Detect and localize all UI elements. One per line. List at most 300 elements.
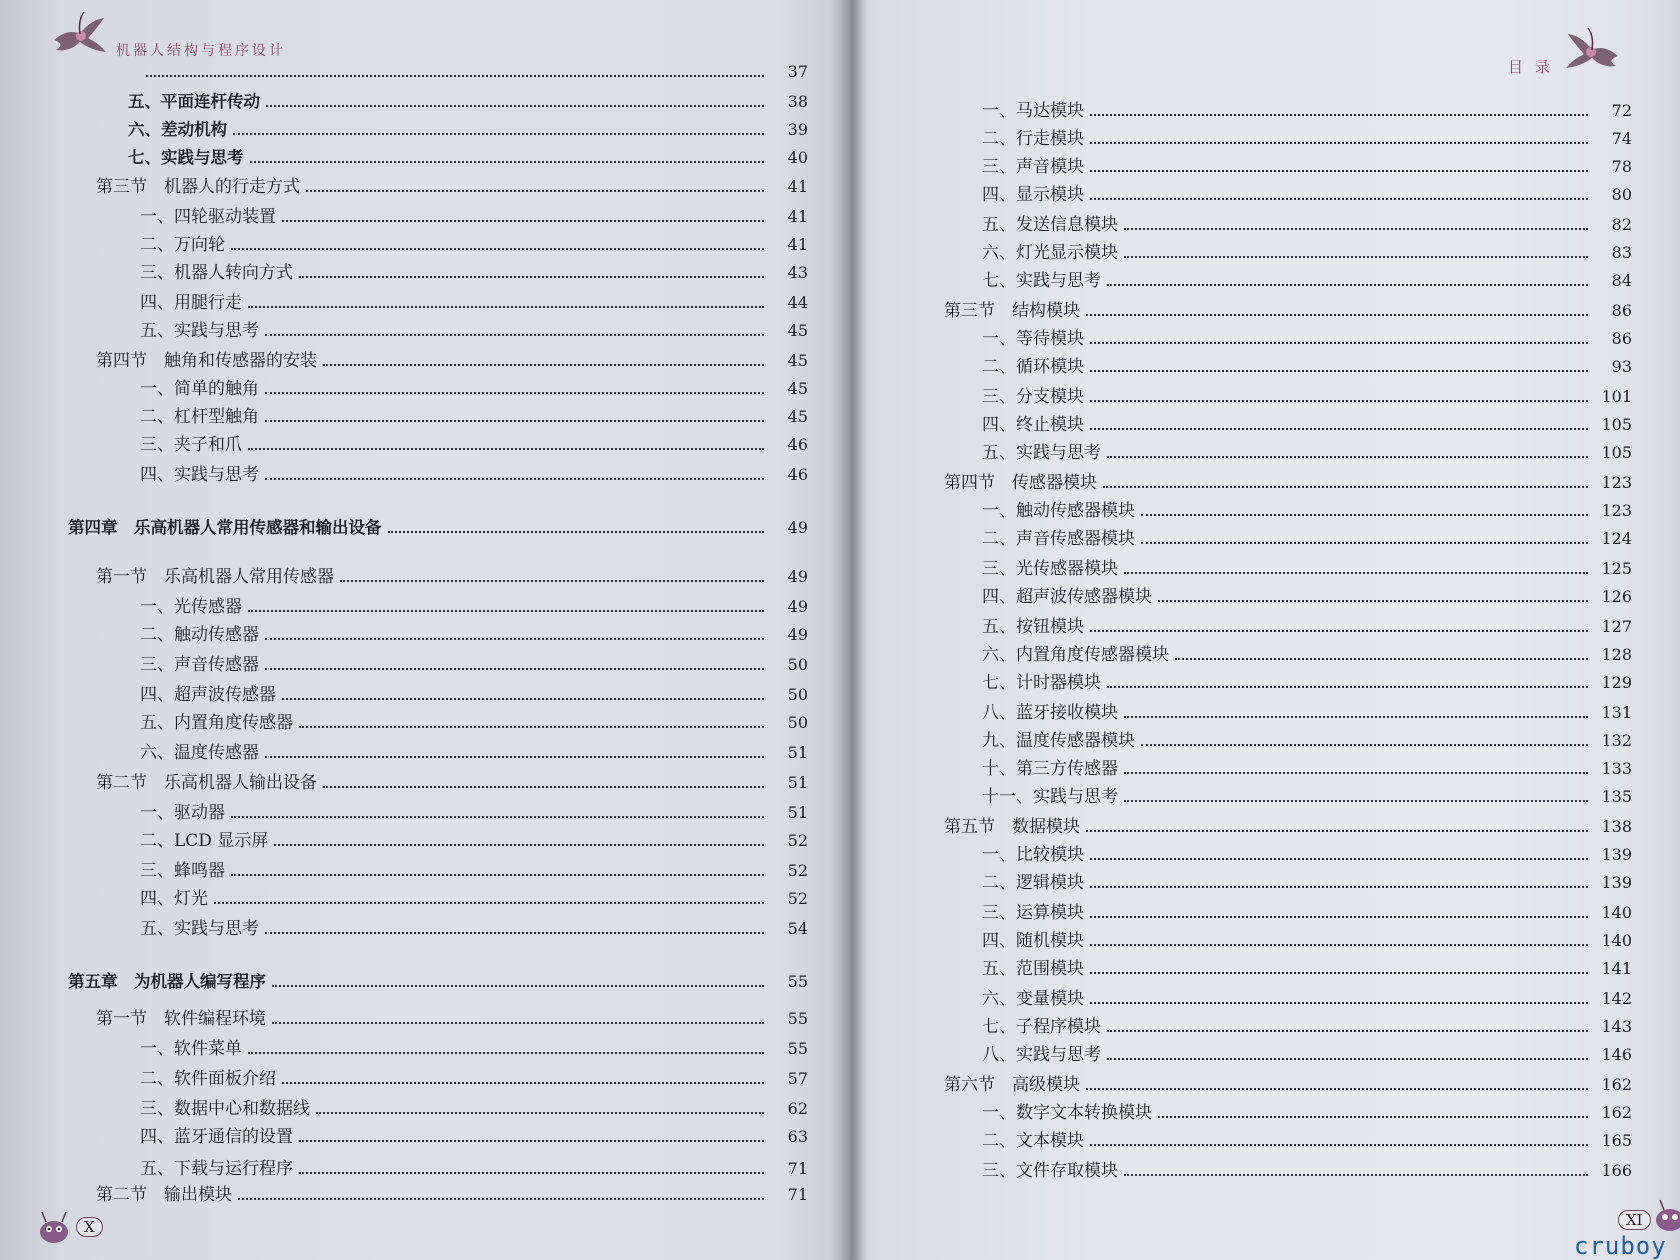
toc-entry xyxy=(982,582,1632,610)
dot-leader xyxy=(265,334,764,336)
dot-leader xyxy=(248,1052,764,1054)
dot-leader xyxy=(265,478,764,480)
toc-page-number: 133 xyxy=(1601,759,1632,778)
dot-leader xyxy=(233,133,764,135)
dot-leader xyxy=(1090,114,1588,116)
toc-page-number: 124 xyxy=(1601,529,1632,548)
toc-page-number: 146 xyxy=(1601,1045,1632,1064)
toc-entry-title: 三、光传感器模块 xyxy=(982,559,1118,579)
toc-page-number: 49 xyxy=(787,567,808,586)
dot-leader xyxy=(272,985,764,987)
dot-leader xyxy=(1175,658,1588,660)
toc-entry-title: 五、内置角度传感器 xyxy=(140,713,293,733)
toc-page-number: 80 xyxy=(1611,185,1632,204)
dot-leader xyxy=(1086,1088,1588,1090)
dot-leader xyxy=(388,531,765,533)
dot-leader xyxy=(1090,944,1588,946)
toc-entry-title: 四、超声波传感器 xyxy=(140,685,276,705)
toc-page-number: 44 xyxy=(787,293,808,312)
toc-entry xyxy=(140,230,808,258)
toc-page-number: 84 xyxy=(1611,271,1632,290)
toc-page-number: 135 xyxy=(1601,787,1632,806)
dot-leader xyxy=(1141,514,1588,516)
toc-entry-title: 五、实践与思考 xyxy=(140,919,259,939)
toc-entry xyxy=(140,620,808,648)
toc-entry-title: 三、文件存取模块 xyxy=(982,1161,1118,1181)
toc-entry-title: 三、蜂鸣器 xyxy=(140,861,225,881)
toc-entry xyxy=(982,984,1632,1012)
toc-entry xyxy=(140,258,808,286)
toc-entry xyxy=(982,438,1632,466)
toc-page-number: 123 xyxy=(1601,473,1632,492)
toc-page-number: 140 xyxy=(1601,931,1632,950)
dot-leader xyxy=(316,1112,764,1114)
toc-entry xyxy=(140,708,808,736)
toc-entry xyxy=(140,680,808,708)
toc-entry-title: 一、等待模块 xyxy=(982,329,1084,349)
flower-ornament-icon xyxy=(1564,26,1622,72)
toc-entry xyxy=(982,754,1632,782)
toc-page-number: 39 xyxy=(787,120,808,139)
toc-page-number: 55 xyxy=(787,1009,808,1028)
dot-leader xyxy=(1090,1144,1588,1146)
dot-leader xyxy=(265,638,764,640)
dot-leader xyxy=(1103,486,1588,488)
cartoon-bug-icon xyxy=(32,1208,76,1248)
toc-entry-title: 六、差动机构 xyxy=(128,120,227,139)
toc-entry xyxy=(982,1012,1632,1040)
dot-leader xyxy=(299,1140,764,1142)
toc-entry xyxy=(982,726,1632,754)
toc-section-entry xyxy=(96,346,808,374)
toc-entry xyxy=(982,524,1632,552)
dot-leader xyxy=(274,844,764,846)
toc-page-number: 143 xyxy=(1601,1017,1632,1036)
toc-page-number: 127 xyxy=(1601,617,1632,636)
dot-leader xyxy=(265,932,764,934)
dot-leader xyxy=(306,190,764,192)
dot-leader xyxy=(1141,744,1588,746)
toc-page-number: 138 xyxy=(1601,817,1632,836)
toc-page-number: 45 xyxy=(787,351,808,370)
toc-page-number: 71 xyxy=(787,1159,808,1178)
toc-entry xyxy=(128,144,808,172)
dot-leader xyxy=(1124,572,1588,574)
toc-page-number: 45 xyxy=(787,379,808,398)
dot-leader xyxy=(1107,284,1588,286)
dot-leader xyxy=(323,364,764,366)
toc-entry-title: 五、实践与思考 xyxy=(982,443,1101,463)
toc-entry-title: 第三节 结构模块 xyxy=(944,301,1080,321)
toc-entry xyxy=(140,884,808,912)
toc-page-number: 132 xyxy=(1601,731,1632,750)
toc-page-number: 38 xyxy=(787,92,808,111)
toc-entry-title: 三、声音模块 xyxy=(982,157,1084,177)
dot-leader xyxy=(1086,830,1588,832)
toc-entry xyxy=(128,88,808,116)
toc-entry xyxy=(140,288,808,316)
toc-entry-title: 四、灯光 xyxy=(140,889,208,909)
toc-chapter-entry xyxy=(68,514,808,542)
toc-page-number: 82 xyxy=(1611,215,1632,234)
toc-entry-title: 一、四轮驱动装置 xyxy=(140,207,276,227)
toc-page-number: 128 xyxy=(1601,645,1632,664)
toc-entry xyxy=(982,1098,1632,1126)
toc-entry xyxy=(982,496,1632,524)
toc-entry-title: 四、随机模块 xyxy=(982,931,1084,951)
dot-leader xyxy=(265,392,764,394)
toc-entry-title: 三、夹子和爪 xyxy=(140,435,242,455)
toc-entry xyxy=(982,782,1632,810)
toc-page-number: 131 xyxy=(1601,703,1632,722)
page-number-right: XI xyxy=(1618,1210,1651,1230)
toc-entry xyxy=(140,856,808,884)
toc-page-number: 37 xyxy=(787,62,808,81)
toc-entry xyxy=(982,668,1632,696)
toc-entry-title: 一、马达模块 xyxy=(982,101,1084,121)
toc-entry xyxy=(982,410,1632,438)
dot-leader xyxy=(1090,370,1588,372)
toc-entry-title: 第六节 高级模块 xyxy=(944,1075,1080,1095)
toc-entry xyxy=(140,592,808,620)
running-head-left: 机器人结构与程序设计 xyxy=(116,43,286,59)
toc-entry xyxy=(982,352,1632,380)
toc-entry-title: 四、用腿行走 xyxy=(140,293,242,313)
toc-entry xyxy=(982,954,1632,982)
toc-page-number: 51 xyxy=(787,803,808,822)
toc-entry xyxy=(140,798,808,826)
toc-entry xyxy=(140,374,808,402)
dot-leader xyxy=(146,75,764,77)
dot-leader xyxy=(1124,1174,1588,1176)
toc-entry-title: 第五章 为机器人编写程序 xyxy=(68,972,266,991)
toc-page-number: 43 xyxy=(787,263,808,282)
toc-page-number: 83 xyxy=(1611,243,1632,262)
toc-entry-title: 七、计时器模块 xyxy=(982,673,1101,693)
dot-leader xyxy=(1124,772,1588,774)
toc-entry-title: 四、终止模块 xyxy=(982,415,1084,435)
toc-entry xyxy=(140,402,808,430)
toc-entry-title: 二、万向轮 xyxy=(140,235,225,255)
dot-leader xyxy=(272,1022,764,1024)
toc-entry xyxy=(140,430,808,458)
toc-entry-title: 四、超声波传感器模块 xyxy=(982,587,1152,607)
toc-entry xyxy=(982,266,1632,294)
toc-entry-title: 六、变量模块 xyxy=(982,989,1084,1009)
toc-entry xyxy=(140,62,808,90)
toc-entry-title: 二、杠杆型触角 xyxy=(140,407,259,427)
toc-page-number: 49 xyxy=(787,597,808,616)
toc-entry xyxy=(140,202,808,230)
toc-entry xyxy=(140,826,808,854)
toc-page-number: 86 xyxy=(1611,329,1632,348)
dot-leader xyxy=(1090,142,1588,144)
toc-entry xyxy=(128,116,808,144)
dot-leader xyxy=(248,610,764,612)
toc-page-number: 50 xyxy=(787,713,808,732)
toc-entry xyxy=(140,738,808,766)
toc-page-number: 140 xyxy=(1601,903,1632,922)
dot-leader xyxy=(214,902,764,904)
dot-leader xyxy=(1090,630,1588,632)
cartoon-bug-icon xyxy=(1652,1196,1680,1236)
dot-leader xyxy=(231,816,764,818)
page-number-left: X xyxy=(76,1217,103,1237)
toc-entry xyxy=(140,1094,808,1122)
toc-entry xyxy=(982,868,1632,896)
toc-entry-title: 二、LCD 显示屏 xyxy=(140,831,269,851)
dot-leader xyxy=(248,448,764,450)
toc-page-number: 57 xyxy=(787,1069,808,1088)
toc-section-entry xyxy=(944,296,1632,324)
dot-leader xyxy=(299,276,764,278)
toc-entry-title: 六、内置角度传感器模块 xyxy=(982,645,1169,665)
toc-page-number: 129 xyxy=(1601,673,1632,692)
toc-entry-title: 三、机器人转向方式 xyxy=(140,263,293,283)
toc-entry-title: 二、行走模块 xyxy=(982,129,1084,149)
toc-entry xyxy=(982,1040,1632,1068)
toc-entry-title: 第四节 传感器模块 xyxy=(944,473,1097,493)
toc-entry-title: 十一、实践与思考 xyxy=(982,787,1118,807)
toc-page-number: 141 xyxy=(1601,959,1632,978)
toc-entry-title: 七、子程序模块 xyxy=(982,1017,1101,1037)
dot-leader xyxy=(231,874,764,876)
toc-entry xyxy=(982,124,1632,152)
flower-ornament-icon xyxy=(50,10,108,56)
toc-entry xyxy=(140,460,808,488)
toc-page-number: 45 xyxy=(787,407,808,426)
dot-leader xyxy=(1090,858,1588,860)
toc-entry-title: 七、实践与思考 xyxy=(128,148,244,167)
toc-entry xyxy=(982,324,1632,352)
dot-leader xyxy=(265,756,764,758)
dot-leader xyxy=(248,306,764,308)
toc-page-number: 142 xyxy=(1601,989,1632,1008)
toc-entry xyxy=(140,316,808,344)
toc-entry xyxy=(140,1154,808,1182)
dot-leader xyxy=(1158,1116,1588,1118)
toc-page-number: 45 xyxy=(787,321,808,340)
toc-entry xyxy=(982,1126,1632,1154)
toc-entry-title: 第二节 输出模块 xyxy=(96,1185,232,1205)
toc-entry-title: 一、触动传感器模块 xyxy=(982,501,1135,521)
dot-leader xyxy=(231,248,764,250)
toc-entry-title: 五、范围模块 xyxy=(982,959,1084,979)
toc-page-number: 162 xyxy=(1601,1103,1632,1122)
toc-entry xyxy=(140,1034,808,1062)
toc-entry-title: 四、显示模块 xyxy=(982,185,1084,205)
toc-entry-title: 三、分支模块 xyxy=(982,387,1084,407)
dot-leader xyxy=(1124,228,1588,230)
toc-page-number: 49 xyxy=(787,518,808,537)
toc-page-number: 52 xyxy=(787,861,808,880)
toc-page-number: 93 xyxy=(1611,357,1632,376)
toc-entry xyxy=(982,152,1632,180)
toc-entry xyxy=(982,96,1632,124)
toc-page-number: 50 xyxy=(787,685,808,704)
toc-entry-title: 第四节 触角和传感器的安装 xyxy=(96,351,317,371)
toc-page-number: 139 xyxy=(1601,845,1632,864)
running-head-right: 目录 xyxy=(1508,58,1563,76)
dot-leader xyxy=(1158,600,1588,602)
dot-leader xyxy=(323,786,764,788)
dot-leader xyxy=(1107,456,1588,458)
dot-leader xyxy=(265,420,764,422)
toc-entry-title: 五、平面连杆传动 xyxy=(128,92,260,111)
toc-page-number: 71 xyxy=(787,1185,808,1204)
toc-entry-title: 五、按钮模块 xyxy=(982,617,1084,637)
dot-leader xyxy=(238,1198,764,1200)
dot-leader xyxy=(1107,1058,1588,1060)
dot-leader xyxy=(299,726,764,728)
dot-leader xyxy=(1086,314,1588,316)
toc-entry-title: 七、实践与思考 xyxy=(982,271,1101,291)
toc-entry-title: 五、实践与思考 xyxy=(140,321,259,341)
toc-page-number: 62 xyxy=(787,1099,808,1118)
toc-entry xyxy=(982,382,1632,410)
toc-entry-title: 第三节 机器人的行走方式 xyxy=(96,177,300,197)
toc-page-number: 139 xyxy=(1601,873,1632,892)
dot-leader xyxy=(1141,542,1588,544)
dot-leader xyxy=(1090,198,1588,200)
toc-entry xyxy=(982,238,1632,266)
toc-entry-title: 二、逻辑模块 xyxy=(982,873,1084,893)
toc-entry xyxy=(982,898,1632,926)
toc-entry-title: 一、驱动器 xyxy=(140,803,225,823)
dot-leader xyxy=(1090,916,1588,918)
toc-entry-title: 一、简单的触角 xyxy=(140,379,259,399)
toc-page-number: 41 xyxy=(787,235,808,254)
toc-page-number: 105 xyxy=(1601,415,1632,434)
toc-entry-title: 十、第三方传感器 xyxy=(982,759,1118,779)
dot-leader xyxy=(1090,400,1588,402)
dot-leader xyxy=(1090,342,1588,344)
toc-page-number: 52 xyxy=(787,831,808,850)
toc-entry-title: 六、温度传感器 xyxy=(140,743,259,763)
toc-section-entry xyxy=(96,1004,808,1032)
toc-page-number: 55 xyxy=(787,972,808,991)
dot-leader xyxy=(266,105,764,107)
toc-entry xyxy=(982,926,1632,954)
toc-page-number: 86 xyxy=(1611,301,1632,320)
toc-entry-title: 第一节 软件编程环境 xyxy=(96,1009,266,1029)
toc-entry-title: 第二节 乐高机器人输出设备 xyxy=(96,773,317,793)
toc-section-entry xyxy=(96,768,808,796)
toc-entry-title: 八、实践与思考 xyxy=(982,1045,1101,1065)
toc-chapter-entry xyxy=(68,968,808,996)
dot-leader xyxy=(1124,256,1588,258)
toc-entry xyxy=(140,914,808,942)
toc-entry-title: 第一节 乐高机器人常用传感器 xyxy=(96,567,334,587)
watermark: cruboy xyxy=(1574,1232,1667,1260)
toc-entry xyxy=(982,840,1632,868)
toc-section-entry xyxy=(944,1070,1632,1098)
toc-entry xyxy=(982,180,1632,208)
toc-page-number: 54 xyxy=(787,919,808,938)
toc-entry xyxy=(982,640,1632,668)
dot-leader xyxy=(282,698,764,700)
toc-section-entry xyxy=(96,172,808,200)
toc-page-number: 72 xyxy=(1611,101,1632,120)
toc-entry-title: 五、发送信息模块 xyxy=(982,215,1118,235)
dot-leader xyxy=(1124,716,1588,718)
toc-entry xyxy=(140,1122,808,1150)
toc-entry-title: 二、循环模块 xyxy=(982,357,1084,377)
toc-entry xyxy=(140,1064,808,1092)
toc-entry-title: 八、蓝牙接收模块 xyxy=(982,703,1118,723)
toc-page-number: 40 xyxy=(787,148,808,167)
toc-page-number: 63 xyxy=(787,1127,808,1146)
toc-entry-title: 一、软件菜单 xyxy=(140,1039,242,1059)
toc-entry-title: 四、蓝牙通信的设置 xyxy=(140,1127,293,1147)
toc-page-number: 74 xyxy=(1611,129,1632,148)
toc-page-number: 51 xyxy=(787,773,808,792)
toc-entry xyxy=(140,650,808,678)
dot-leader xyxy=(1090,972,1588,974)
toc-entry-title: 一、数字文本转换模块 xyxy=(982,1103,1152,1123)
dot-leader xyxy=(299,1172,764,1174)
toc-page-number: 51 xyxy=(787,743,808,762)
toc-section-entry xyxy=(944,812,1632,840)
dot-leader xyxy=(282,220,764,222)
dot-leader xyxy=(250,161,765,163)
dot-leader xyxy=(1107,686,1588,688)
toc-page-number: 55 xyxy=(787,1039,808,1058)
dot-leader xyxy=(1090,886,1588,888)
toc-page-number: 105 xyxy=(1601,443,1632,462)
toc-entry xyxy=(982,1156,1632,1184)
toc-page-number: 46 xyxy=(787,465,808,484)
toc-page-number: 101 xyxy=(1601,387,1632,406)
toc-entry-title: 六、灯光显示模块 xyxy=(982,243,1118,263)
toc-section-entry xyxy=(96,1180,808,1208)
toc-entry-title: 三、数据中心和数据线 xyxy=(140,1099,310,1119)
toc-entry xyxy=(982,612,1632,640)
toc-entry-title: 三、运算模块 xyxy=(982,903,1084,923)
dot-leader xyxy=(1124,800,1588,802)
toc-page-number: 78 xyxy=(1611,157,1632,176)
toc-page-number: 46 xyxy=(787,435,808,454)
dot-leader xyxy=(340,580,764,582)
toc-entry-title: 四、实践与思考 xyxy=(140,465,259,485)
dot-leader xyxy=(265,668,764,670)
toc-page-number: 165 xyxy=(1601,1131,1632,1150)
toc-entry-title: 一、比较模块 xyxy=(982,845,1084,865)
toc-page-number: 162 xyxy=(1601,1075,1632,1094)
toc-entry-title: 五、下载与运行程序 xyxy=(140,1159,293,1179)
toc-page-number: 125 xyxy=(1601,559,1632,578)
toc-page-number: 49 xyxy=(787,625,808,644)
dot-leader xyxy=(1107,1030,1588,1032)
toc-entry-title: 二、文本模块 xyxy=(982,1131,1084,1151)
book-spine xyxy=(832,0,868,1260)
toc-page-number: 41 xyxy=(787,207,808,226)
toc-entry-title: 一、光传感器 xyxy=(140,597,242,617)
toc-entry-title: 二、触动传感器 xyxy=(140,625,259,645)
toc-page-number: 52 xyxy=(787,889,808,908)
toc-entry-title: 第四章 乐高机器人常用传感器和输出设备 xyxy=(68,518,382,537)
dot-leader xyxy=(282,1082,764,1084)
toc-page-number: 41 xyxy=(787,177,808,196)
toc-entry xyxy=(982,210,1632,238)
toc-section-entry xyxy=(96,562,808,590)
dot-leader xyxy=(1090,170,1588,172)
toc-page-number: 166 xyxy=(1601,1161,1632,1180)
toc-page-number: 126 xyxy=(1601,587,1632,606)
toc-entry xyxy=(982,698,1632,726)
toc-entry-title: 第五节 数据模块 xyxy=(944,817,1080,837)
toc-entry-title: 九、温度传感器模块 xyxy=(982,731,1135,751)
